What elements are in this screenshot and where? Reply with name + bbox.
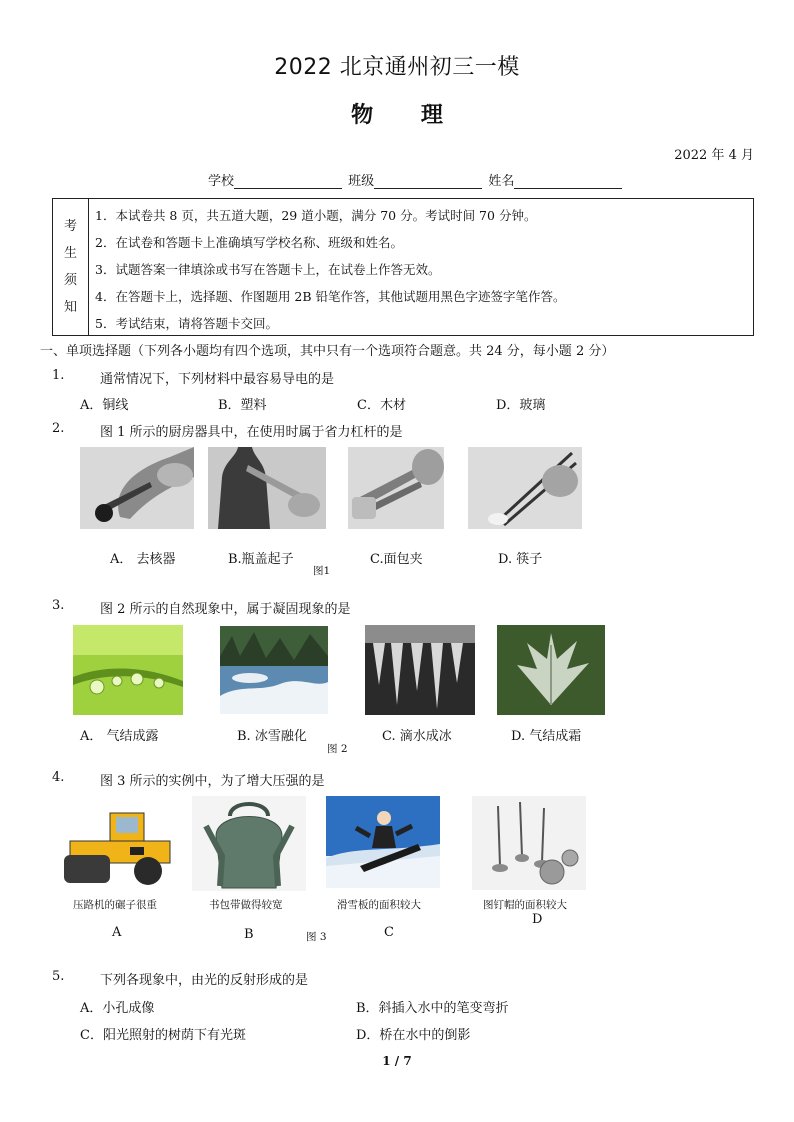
q2-option-c: C.面包夹 <box>370 552 423 567</box>
q1-option-b: B．塑料 <box>218 398 267 413</box>
school-label: 学校 <box>208 174 235 189</box>
notice-list <box>95 202 566 337</box>
notice-head-char: 考 <box>63 219 77 234</box>
name-blank <box>514 174 622 189</box>
q1-option-c: C．木材 <box>357 398 406 413</box>
page-title: 2022 北京通州初三一模 <box>274 55 520 80</box>
letter-c: C <box>384 925 394 940</box>
q2-option-b: B.瓶盖起子 <box>228 552 294 567</box>
notice-item: 3．试题答案一律填涂或书写在答题卡上，在试卷上作答无效。 <box>95 262 441 277</box>
notice-item: 4．在答题卡上，选择题、作图题用 2B 铅笔作答，其他试题用黑色字迹签字笔作答。 <box>95 289 566 304</box>
notice-heading <box>53 199 89 335</box>
bread-tongs-photo <box>348 447 444 529</box>
q3-option-a: A． 气结成露 <box>80 729 159 744</box>
q1-option-a: A．铜线 <box>80 398 129 413</box>
q2-option-d: D. 筷子 <box>498 552 543 567</box>
notice-item: 5．考试结束，请将答题卡交回。 <box>95 316 278 331</box>
chopsticks-photo <box>468 447 582 529</box>
class-blank <box>374 174 482 189</box>
road-roller-photo <box>60 795 180 891</box>
notice-head-char: 生 <box>63 246 77 261</box>
school-blank <box>234 174 342 189</box>
dew-photo <box>73 625 183 715</box>
name-label: 姓名 <box>488 174 515 189</box>
q5-option-a: A．小孔成像 <box>80 1001 155 1016</box>
figure-2-label: 图 2 <box>327 743 348 755</box>
exam-date: 2022 年 4 月 <box>674 148 754 163</box>
backpack-photo <box>192 796 306 891</box>
q4-number: 4. <box>52 770 65 785</box>
caption-d: 图钉帽的面积较大 <box>483 899 567 911</box>
page-number: 1 / 7 <box>382 1054 412 1068</box>
icicles-photo <box>365 625 475 715</box>
section-heading: 一、单项选择题（下列各小题均有四个选项，其中只有一个选项符合题意。共 24 分，每小题 2 分） <box>40 344 615 359</box>
caption-b: 书包带做得较宽 <box>209 899 283 911</box>
letter-b: B <box>244 927 254 942</box>
q5-stem: 下列各现象中，由光的反射形成的是 <box>100 973 309 988</box>
q2-number: 2. <box>52 421 65 436</box>
class-label: 班级 <box>348 174 375 189</box>
q2-stem: 图 1 所示的厨房器具中，在使用时属于省力杠杆的是 <box>100 425 403 440</box>
q3-stem: 图 2 所示的自然现象中，属于凝固现象的是 <box>100 602 351 617</box>
q3-option-b: B. 冰雪融化 <box>237 729 307 744</box>
pitter-photo <box>80 447 194 529</box>
q1-option-d: D．玻璃 <box>496 398 546 413</box>
notice-item: 2．在试卷和答题卡上准确填写学校名称、班级和姓名。 <box>95 235 403 250</box>
letter-a: A <box>112 925 122 940</box>
caption-c: 滑雪板的面积较大 <box>337 899 421 911</box>
frost-photo <box>497 625 605 715</box>
figure-1-label: 图1 <box>313 565 331 577</box>
q5-option-c: C．阳光照射的树荫下有光斑 <box>80 1028 246 1043</box>
notice-head-char: 须 <box>63 273 77 288</box>
caption-a: 压路机的碾子很重 <box>73 899 157 911</box>
exam-notice-box <box>52 198 754 336</box>
bottle-opener-photo <box>208 447 326 529</box>
student-info-line <box>208 170 624 189</box>
q5-number: 5. <box>52 969 65 984</box>
melting-snow-photo <box>220 626 328 714</box>
subject-title: 物 理 <box>351 103 443 128</box>
q3-number: 3. <box>52 598 65 613</box>
q1-stem: 通常情况下，下列材料中最容易导电的是 <box>100 372 335 387</box>
notice-head-char: 知 <box>63 300 77 315</box>
q1-number: 1. <box>52 368 65 383</box>
q3-option-c: C. 滴水成冰 <box>382 729 452 744</box>
q2-option-a: A． 去核器 <box>110 552 176 567</box>
q5-option-d: D．桥在水中的倒影 <box>356 1028 471 1043</box>
notice-item: 1．本试卷共 8 页，共五道大题，29 道小题，满分 70 分。考试时间 70 分钟。 <box>95 208 537 223</box>
thumbtacks-photo <box>472 796 586 890</box>
figure-3-label: 图 3 <box>306 931 327 943</box>
snowboard-photo <box>326 796 440 888</box>
letter-d: D <box>532 912 543 927</box>
q3-option-d: D. 气结成霜 <box>511 729 582 744</box>
q4-stem: 图 3 所示的实例中，为了增大压强的是 <box>100 774 325 789</box>
q5-option-b: B．斜插入水中的笔变弯折 <box>356 1001 509 1016</box>
